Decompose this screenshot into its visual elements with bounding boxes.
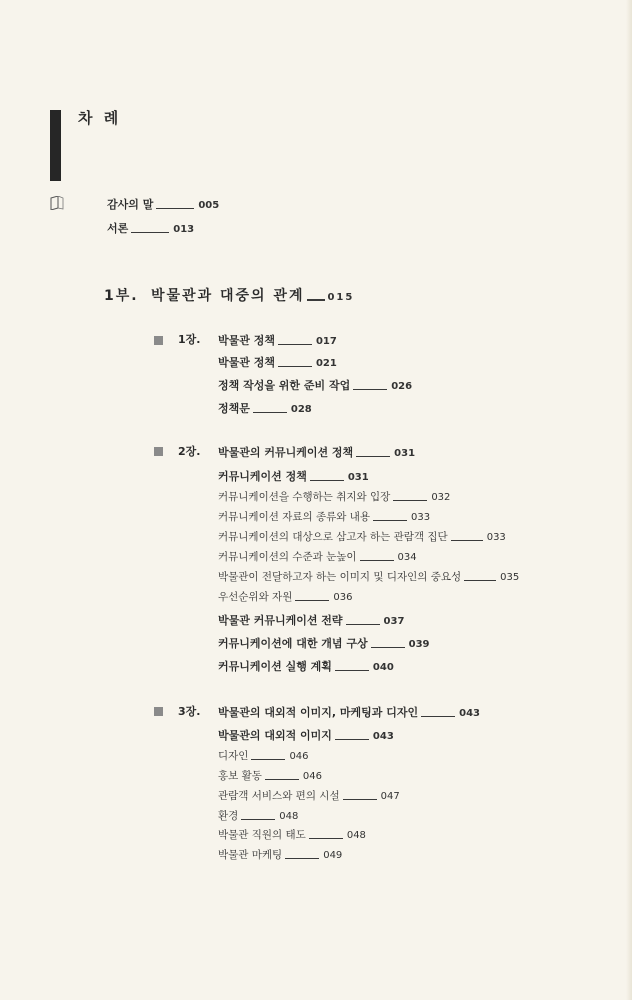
part-label: 1부.: [104, 288, 139, 304]
toc-section[interactable]: [218, 589, 352, 604]
leader-line: [253, 412, 287, 413]
leader-line: [371, 647, 405, 648]
toc-entry-title: 감사의 말: [107, 198, 154, 211]
chapter-title: 박물관의 커뮤니케이션 정책: [218, 446, 354, 459]
chapter-label: 1장.: [178, 333, 201, 346]
section-page: 043: [372, 731, 394, 742]
section-page: 048: [279, 811, 299, 822]
section-page: 046: [302, 771, 323, 782]
section-page: 032: [431, 492, 451, 503]
chapter-title: 박물관의 대외적 이미지, 마케팅과 디자인: [218, 706, 419, 719]
toc-chapter-heading[interactable]: [218, 332, 337, 348]
leader-line: [278, 344, 312, 345]
toc-section[interactable]: [218, 788, 400, 803]
section-page: 033: [486, 532, 506, 543]
part-title: 박물관과 대중의 관계: [151, 288, 305, 304]
book-icon: [49, 196, 65, 210]
section-title: 홍보 활동: [218, 770, 262, 782]
section-page: 036: [333, 592, 353, 603]
toc-section[interactable]: [218, 612, 404, 628]
section-title: 커뮤니케이션 실행 계획: [218, 660, 332, 673]
toc-chapter-heading[interactable]: [218, 444, 415, 460]
toc-section[interactable]: [218, 658, 394, 674]
section-title: 커뮤니케이션을 수행하는 취지와 입장: [218, 491, 391, 503]
leader-line: [353, 389, 387, 390]
section-title: 커뮤니케이션의 수준과 눈높이: [218, 551, 357, 563]
chapter-title: 박물관 정책: [218, 334, 275, 347]
section-page: 031: [347, 472, 369, 483]
section-title: 정책문: [218, 402, 250, 415]
chapter-page: 017: [315, 336, 337, 347]
chapter-page: 031: [394, 448, 416, 459]
section-page: 047: [380, 791, 400, 802]
section-title: 커뮤니케이션 정책: [218, 470, 307, 483]
leader-line: [335, 739, 369, 740]
chapter-bullet-square: [154, 707, 163, 716]
section-page: 033: [411, 512, 431, 523]
toc-section[interactable]: [218, 748, 309, 763]
toc-entry-page: 005: [198, 200, 220, 211]
toc-section[interactable]: [218, 509, 430, 524]
page-edge: [626, 0, 632, 1000]
section-title: 박물관이 전달하고자 하는 이미지 및 디자인의 중요성: [218, 571, 462, 583]
section-title: 박물관 직원의 태도: [218, 829, 306, 841]
section-title: 박물관의 대외적 이미지: [218, 729, 332, 742]
toc-section[interactable]: [218, 489, 450, 504]
leader-line: [335, 670, 369, 671]
toc-section[interactable]: [218, 549, 417, 564]
leader-line: [295, 600, 329, 601]
leader-line: [307, 299, 325, 301]
toc-entry-introduction[interactable]: [107, 220, 194, 236]
leader-line: [265, 779, 299, 780]
section-page: 046: [289, 751, 309, 762]
leader-line: [251, 759, 285, 760]
chapter-page: 043: [459, 708, 481, 719]
leader-line: [373, 520, 407, 521]
section-title: 커뮤니케이션 자료의 종류와 내용: [218, 511, 371, 523]
section-title: 커뮤니케이션에 대한 개념 구상: [218, 637, 368, 650]
toc-section[interactable]: [218, 377, 412, 393]
section-title: 박물관 마케팅: [218, 849, 283, 861]
section-page: 026: [391, 381, 413, 392]
toc-chapter-heading[interactable]: [218, 704, 480, 720]
toc-section[interactable]: [218, 529, 506, 544]
section-title: 박물관 커뮤니케이션 전략: [218, 614, 343, 627]
chapter-bullet-square: [154, 336, 163, 345]
toc-section[interactable]: [218, 847, 342, 862]
section-title: 환경: [218, 810, 239, 822]
section-page: 021: [315, 358, 337, 369]
toc-section[interactable]: [218, 768, 322, 783]
chapter-bullet-square: [154, 447, 163, 456]
leader-line: [421, 716, 455, 717]
section-page: 039: [408, 639, 430, 650]
leader-line: [464, 580, 496, 581]
leader-line: [241, 819, 275, 820]
page-title: 차 례: [78, 109, 122, 127]
leader-line: [131, 232, 169, 233]
part-page: 015: [327, 292, 355, 303]
section-page: 034: [397, 552, 417, 563]
toc-section[interactable]: [218, 727, 394, 743]
section-page: 049: [323, 850, 343, 861]
toc-section[interactable]: [218, 569, 519, 584]
toc-section[interactable]: [218, 354, 337, 370]
toc-section[interactable]: [218, 400, 312, 416]
leader-line: [285, 858, 319, 859]
leader-line: [451, 540, 483, 541]
section-page: 048: [346, 830, 366, 841]
leader-line: [343, 799, 377, 800]
chapter-label: 3장.: [178, 705, 201, 718]
toc-section[interactable]: [218, 635, 430, 651]
toc-entry-title: 서론: [107, 222, 129, 235]
section-title: 정책 작성을 위한 준비 작업: [218, 379, 351, 392]
toc-section[interactable]: [218, 468, 369, 484]
section-title: 박물관 정책: [218, 356, 275, 369]
leader-line: [393, 500, 427, 501]
leader-line: [310, 480, 344, 481]
toc-section[interactable]: [218, 808, 298, 823]
leader-line: [278, 366, 312, 367]
leader-line: [346, 624, 380, 625]
toc-entry-page: 013: [173, 224, 195, 235]
section-title: 커뮤니케이션의 대상으로 삼고자 하는 관람객 집단: [218, 531, 448, 543]
leader-line: [360, 560, 394, 561]
section-page: 037: [383, 616, 405, 627]
leader-line: [156, 208, 194, 209]
toc-part-heading[interactable]: [151, 285, 354, 305]
chapter-label: 2장.: [178, 445, 201, 458]
toc-section[interactable]: [218, 827, 366, 842]
section-title: 관람객 서비스와 편의 시설: [218, 790, 340, 802]
leader-line: [356, 456, 390, 457]
section-title: 디자인: [218, 750, 249, 762]
section-title: 우선순위와 자원: [218, 591, 293, 603]
section-page: 028: [290, 404, 312, 415]
section-marker-bar: [50, 110, 61, 181]
toc-entry-acknowledgements[interactable]: [107, 196, 219, 212]
leader-line: [309, 838, 343, 839]
section-page: 040: [372, 662, 394, 673]
section-page: 035: [500, 572, 520, 583]
